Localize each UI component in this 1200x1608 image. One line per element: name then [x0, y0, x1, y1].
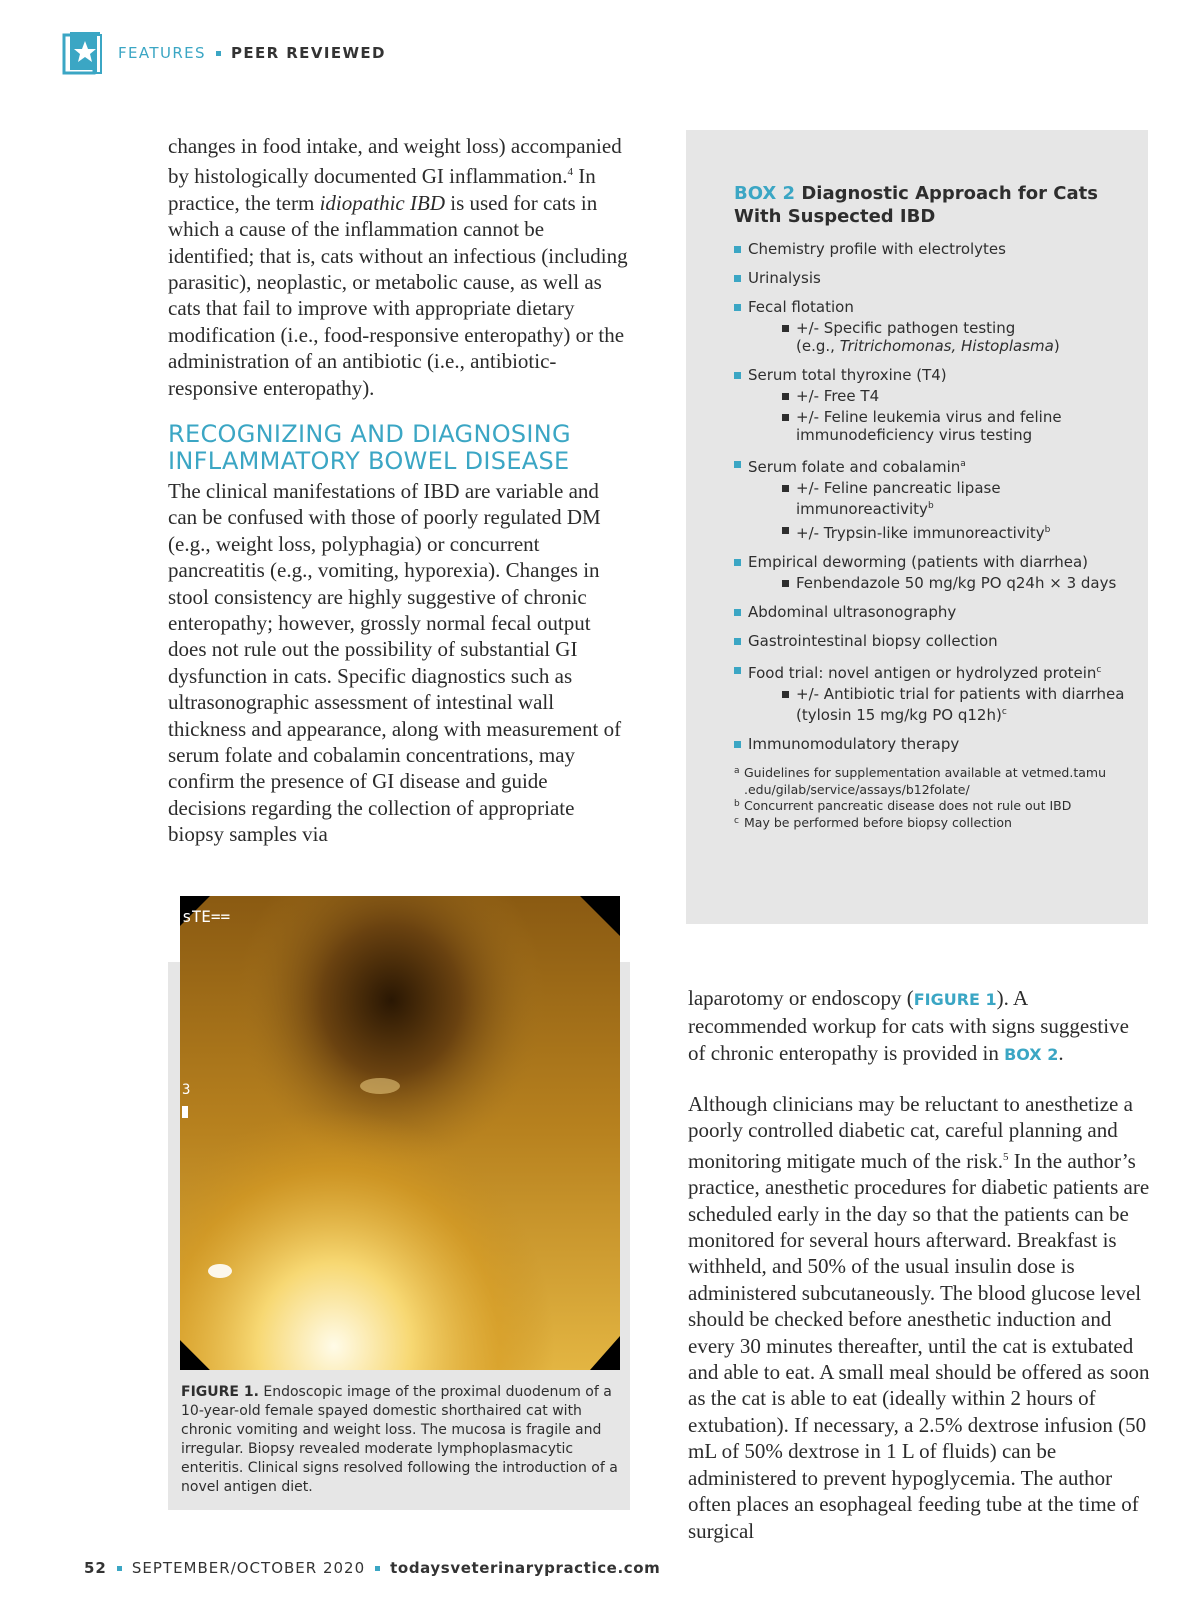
list-item: Gastrointestinal biopsy collection: [734, 632, 1134, 650]
website-link[interactable]: todaysveterinarypractice.com: [390, 1559, 661, 1577]
issue-date: SEPTEMBER/OCTOBER 2020: [131, 1559, 366, 1577]
section-heading: RECOGNIZING AND DIAGNOSING INFLAMMATORY BOWEL DISEASE: [168, 420, 571, 475]
page-footer: [84, 1559, 660, 1577]
endoscopic-image: [180, 896, 620, 1370]
sub-list-item: Fenbendazole 50 mg/kg PO q24h × 3 days: [748, 574, 1134, 592]
page-number: 52: [84, 1559, 107, 1577]
book-star-logo-icon: [62, 31, 104, 75]
list-item: Chemistry profile with electrolytes: [734, 240, 1134, 258]
paragraph-3: laparotomy or endoscopy (FIGURE 1). A recommended workup for cats with signs suggestive of chronic enteropathy is provided in BOX 2.: [688, 986, 1129, 1065]
box-title: BOX 2 Diagnostic Approach for Cats With Suspected IBD: [734, 183, 1098, 227]
figure-reference-link[interactable]: FIGURE 1: [913, 990, 997, 1009]
list-item: Immunomodulatory therapy: [734, 735, 1134, 753]
figure-caption: FIGURE 1. Endoscopic image of the proximal duodenum of a 10-year-old female spayed domestic shorthaired cat with chronic vomiting and weight loss. The mucosa is fragile and irregular. Biopsy revealed moderate lymphoplasmacytic enteritis. Clinical signs resolved following the introduction of a novel antigen diet.: [181, 1384, 618, 1495]
separator-dot: [375, 1566, 380, 1571]
list-item: Food trial: novel antigen or hydrolyzed protein$^c$ +/- Antibiotic trial for patients with diarrhea (tylosin 15 mg/kg PO q12h)$^c$: [734, 661, 1134, 724]
sub-list-item: +/- Feline pancreatic lipase immunoreactivity$^b$: [748, 479, 1134, 518]
list-item: Empirical deworming (patients with diarrhea) Fenbendazole 50 mg/kg PO q24h × 3 days: [734, 553, 1134, 592]
image-overlay-text: sTE==: [182, 907, 231, 926]
sub-list-item: +/- Free T4: [748, 387, 1134, 405]
box-2-sidebar: [686, 130, 1148, 924]
list-item: Fecal flotation +/- Specific pathogen testing (e.g., Tritrichomonas, Histoplasma): [734, 298, 1134, 355]
box-reference-link[interactable]: BOX 2: [1004, 1044, 1059, 1064]
box-footnotes: [734, 765, 1134, 831]
list-item: Urinalysis: [734, 269, 1134, 287]
sub-list-item: +/- Feline leukemia virus and feline immunodeficiency virus testing: [748, 408, 1134, 444]
list-item: Abdominal ultrasonography: [734, 603, 1134, 621]
sub-list-item: +/- Specific pathogen testing (e.g., Tritrichomonas, Histoplasma): [748, 319, 1134, 355]
image-overlay-mark: 3: [182, 1082, 191, 1098]
section-label: FEATURES: [118, 44, 206, 62]
paragraph-2: The clinical manifestations of IBD are variable and can be confused with those of poorly regulated DM (e.g., weight loss, polyphagia) or concurrent pancreatitis (e.g., vomiting, hyporexia). Changes in stool consistency are highly suggestive of chronic enteropathy; however, grossly normal fecal output does not rule out the possibility of substantial GI dysfunction in cats. Specific diagnostics such as ultrasonographic assessment of intestinal wall thickness and appearance, along with measurement of serum folate and cobalamin concentrations, may confirm the presence of GI disease and guide decisions regarding the collection of appropriate biopsy samples via: [168, 479, 622, 847]
footnote: b Concurrent pancreatic disease does not rule out IBD: [734, 798, 1072, 813]
footnote: c May be performed before biopsy collection: [734, 814, 1012, 830]
subsection-label: PEER REVIEWED: [230, 44, 386, 62]
sub-list-item: +/- Antibiotic trial for patients with diarrhea (tylosin 15 mg/kg PO q12h)$^c$: [748, 685, 1134, 724]
paragraph-4: Although clinicians may be reluctant to anesthetize a poorly controlled diabetic cat, careful planning and monitoring mitigate much of the risk.$^5$ In the author’s practice, anesthetic procedures for diabetic patients are scheduled early in the day so that the patients can be monitored for several hours afterward. Breakfast is withheld, and 50% of the usual insulin dose is administered subcutaneously. The blood glucose level should be checked before anesthetic induction and every 30 minutes thereafter, until the cat is extubated and able to eat. A small meal should be offered as soon as the cat is able to eat (ideally within 2 hours of extubation). If necessary, a 2.5% dextrose infusion (50 mL of 50% dextrose in 1 L of fluids) can be administered to prevent hypoglycemia. The author often places an esophageal feeding tube at the time of surgical: [688, 1092, 1150, 1543]
sub-list-item: +/- Trypsin-like immunoreactivity$^b$: [748, 521, 1134, 542]
paragraph-1: changes in food intake, and weight loss) accompanied by histologically documented GI inflammation.$^4$ In practice, the term idiopathic IBD is used for cats in which a cause of the inflammation cannot be identified; that is, cats without an infectious (including parasitic), neoplastic, or metabolic cause, as well as cats that fail to improve with appropriate dietary modification (i.e., food-responsive enteropathy) or the administration of an antibiotic (i.e., antibiotic-responsive enteropathy).: [168, 134, 628, 400]
page-header: [62, 30, 386, 76]
list-item: Serum folate and cobalamin$^a$ +/- Feline pancreatic lipase immunoreactivity$^b$ +/- Trypsin-like immunoreactivity$^b$: [734, 455, 1134, 542]
footnote: a Guidelines for supplementation available at vetmed.tamu .edu/gilab/service/assays/b12folate/: [734, 765, 1106, 797]
separator-dot: [117, 1566, 122, 1571]
list-item: Serum total thyroxine (T4) +/- Free T4 +/- Feline leukemia virus and feline immunodeficiency virus testing: [734, 366, 1134, 444]
separator-dot: [216, 51, 221, 56]
